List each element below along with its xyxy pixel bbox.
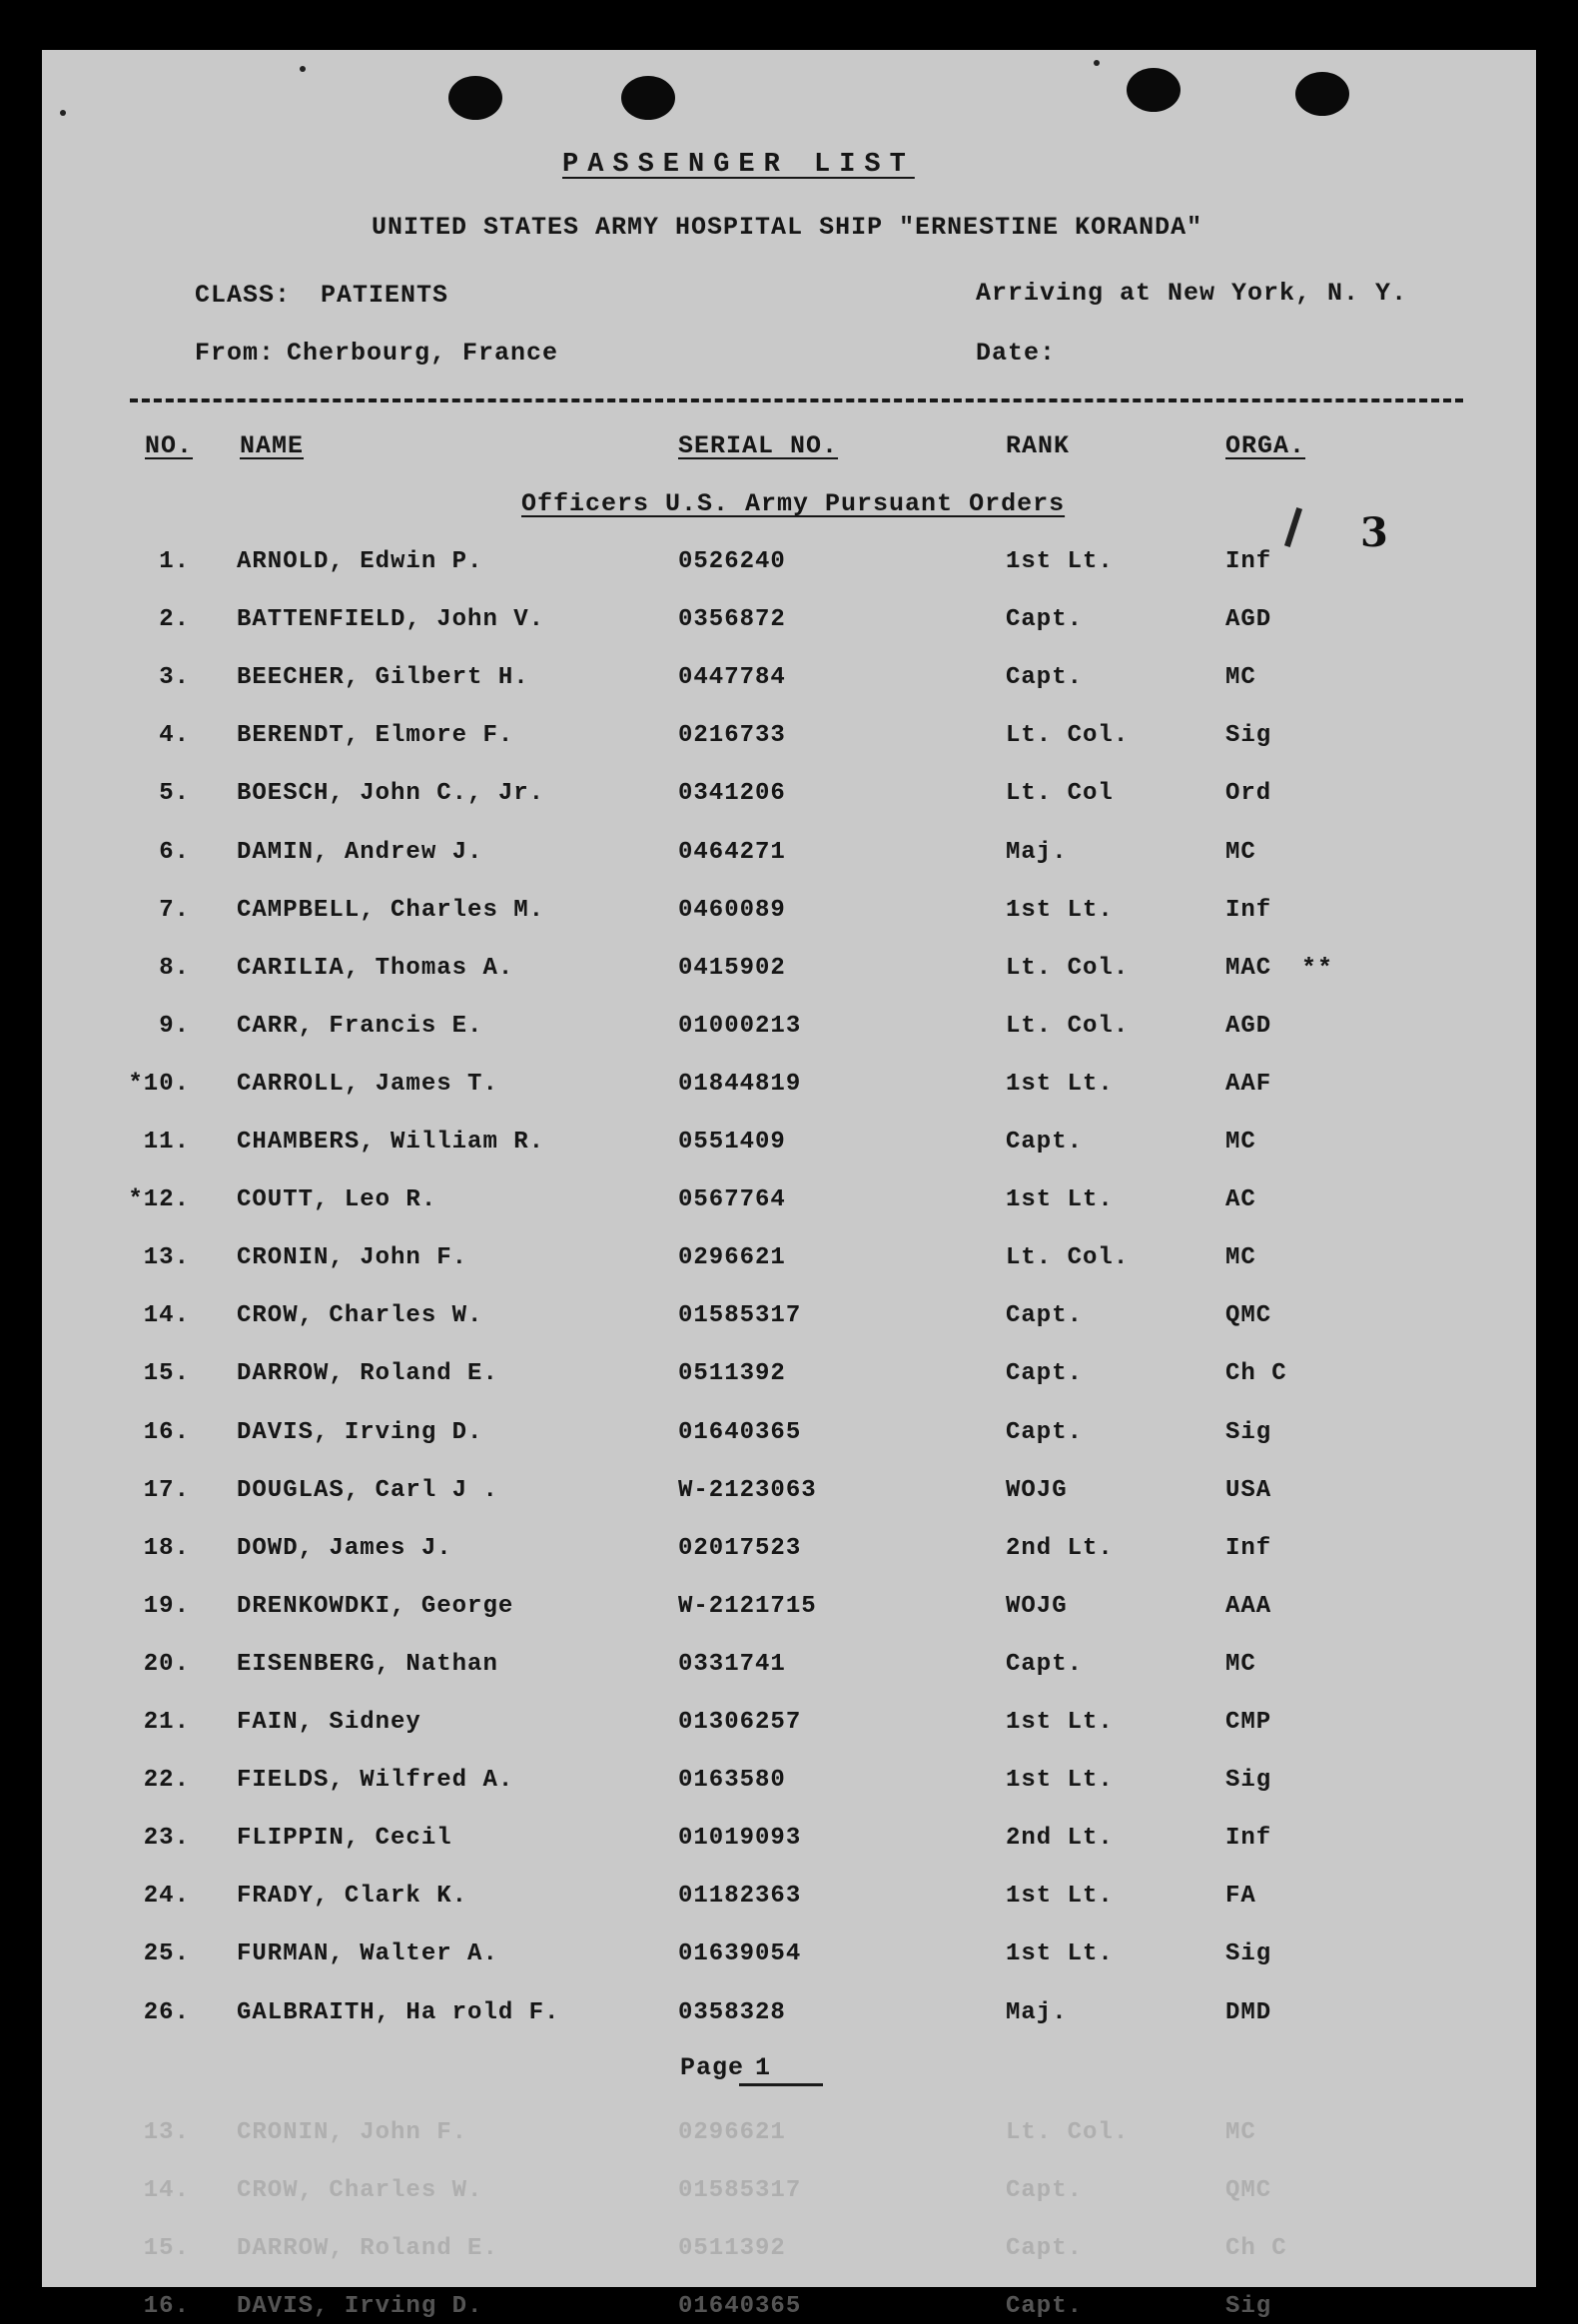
cell-name: FRADY, Clark K. <box>237 1883 468 1910</box>
cell-serial: 0526240 <box>678 548 786 575</box>
cell-serial: W-2121715 <box>678 1593 817 1620</box>
ghost-cell-name: CRONIN, John F. <box>237 2119 468 2146</box>
cell-org: MC <box>1225 664 1256 691</box>
cell-rank: Lt. Col. <box>1006 722 1130 749</box>
cell-org: CMP <box>1225 1709 1272 1736</box>
cell-name: FAIN, Sidney <box>237 1709 421 1736</box>
cell-name: COUTT, Leo R. <box>237 1186 437 1213</box>
cell-rank: WOJG <box>1006 1593 1068 1620</box>
cell-no: 14. <box>143 1302 190 1329</box>
class-value: PATIENTS <box>321 281 449 310</box>
cell-org: Sig <box>1225 722 1272 749</box>
cell-name: CARROLL, James T. <box>237 1071 498 1098</box>
column-header-org: ORGA. <box>1225 431 1306 460</box>
ghost-cell-org: Sig <box>1225 2293 1272 2320</box>
ghost-cell-no: 14. <box>143 2177 190 2204</box>
cell-no: 24. <box>143 1883 190 1910</box>
cell-serial: 0356872 <box>678 606 786 633</box>
cell-org: Inf <box>1225 1535 1272 1562</box>
ghost-cell-name: CROW, Charles W. <box>237 2177 483 2204</box>
from-label: From: <box>195 339 276 368</box>
cell-no: 1. <box>159 548 190 575</box>
document-title: PASSENGER LIST <box>562 150 915 180</box>
date-label: Date: <box>976 339 1057 368</box>
cell-org: MC <box>1225 1244 1256 1271</box>
ghost-cell-no: 15. <box>143 2235 190 2262</box>
cell-no: 21. <box>143 1709 190 1736</box>
cell-org: USA <box>1225 1477 1272 1504</box>
punch-hole <box>1127 68 1181 112</box>
cell-no: *10. <box>128 1071 190 1098</box>
cell-rank: 1st Lt. <box>1006 548 1114 575</box>
cell-name: DAMIN, Andrew J. <box>237 839 483 866</box>
cell-name: DARROW, Roland E. <box>237 1360 498 1387</box>
cell-org: Sig <box>1225 1767 1272 1794</box>
cell-serial: 02017523 <box>678 1535 802 1562</box>
cell-org: MC <box>1225 1129 1256 1156</box>
cell-serial: W-2123063 <box>678 1477 817 1504</box>
cell-serial: 01585317 <box>678 1302 802 1329</box>
cell-rank: 1st Lt. <box>1006 1883 1114 1910</box>
cell-name: CAMPBELL, Charles M. <box>237 897 545 924</box>
cell-serial: 0415902 <box>678 955 786 982</box>
cell-rank: Capt. <box>1006 1651 1084 1678</box>
cell-rank: Lt. Col. <box>1006 1244 1130 1271</box>
cell-no: 6. <box>159 839 190 866</box>
cell-rank: Capt. <box>1006 664 1084 691</box>
cell-serial: 01640365 <box>678 1419 802 1446</box>
ghost-cell-org: QMC <box>1225 2177 1272 2204</box>
cell-rank: 1st Lt. <box>1006 1709 1114 1736</box>
cell-org: AGD <box>1225 606 1272 633</box>
cell-no: *12. <box>128 1186 190 1213</box>
cell-serial: 01639054 <box>678 1940 802 1967</box>
cell-no: 20. <box>143 1651 190 1678</box>
cell-name: CARR, Francis E. <box>237 1013 483 1040</box>
cell-name: BATTENFIELD, John V. <box>237 606 545 633</box>
class-label: CLASS: <box>195 281 292 310</box>
cell-rank: Maj. <box>1006 839 1068 866</box>
cell-serial: 01844819 <box>678 1071 802 1098</box>
punch-hole <box>621 76 675 120</box>
ghost-cell-rank: Capt. <box>1006 2177 1084 2204</box>
cell-rank: Capt. <box>1006 1419 1084 1446</box>
cell-name: DAVIS, Irving D. <box>237 1419 483 1446</box>
cell-serial: 0216733 <box>678 722 786 749</box>
cell-name: GALBRAITH, Ha rold F. <box>237 1999 560 2026</box>
cell-serial: 01000213 <box>678 1013 802 1040</box>
ink-speck <box>1094 60 1100 66</box>
cell-org: MC <box>1225 1651 1256 1678</box>
cell-serial: 0331741 <box>678 1651 786 1678</box>
cell-no: 11. <box>143 1129 190 1156</box>
cell-rank: 2nd Lt. <box>1006 1535 1114 1562</box>
cell-serial: 01019093 <box>678 1825 802 1852</box>
cell-no: 2. <box>159 606 190 633</box>
cell-no: 9. <box>159 1013 190 1040</box>
cell-no: 5. <box>159 780 190 807</box>
cell-no: 19. <box>143 1593 190 1620</box>
cell-rank: Capt. <box>1006 606 1084 633</box>
cell-rank: 1st Lt. <box>1006 1767 1114 1794</box>
cell-name: BEECHER, Gilbert H. <box>237 664 529 691</box>
cell-serial: 01182363 <box>678 1883 802 1910</box>
cell-name: BOESCH, John C., Jr. <box>237 780 545 807</box>
page-label: Page <box>680 2053 745 2082</box>
cell-serial: 0460089 <box>678 897 786 924</box>
cell-name: DRENKOWDKI, George <box>237 1593 514 1620</box>
cell-serial: 0358328 <box>678 1999 786 2026</box>
cell-no: 3. <box>159 664 190 691</box>
cell-org: AGD <box>1225 1013 1272 1040</box>
column-header-no: NO. <box>145 431 194 460</box>
cell-serial: 0163580 <box>678 1767 786 1794</box>
cell-name: CRONIN, John F. <box>237 1244 468 1271</box>
cell-org: Sig <box>1225 1940 1272 1967</box>
cell-rank: 1st Lt. <box>1006 897 1114 924</box>
cell-name: ARNOLD, Edwin P. <box>237 548 483 575</box>
ghost-cell-no: 13. <box>143 2119 190 2146</box>
cell-org: AAF <box>1225 1071 1272 1098</box>
cell-org: Inf <box>1225 897 1272 924</box>
cell-rank: Lt. Col. <box>1006 1013 1130 1040</box>
ghost-cell-rank: Capt. <box>1006 2293 1084 2320</box>
cell-serial: 0447784 <box>678 664 786 691</box>
cell-org: MAC <box>1225 955 1272 982</box>
row-8-marker: ** <box>1301 954 1334 983</box>
page-underline <box>739 2083 823 2086</box>
cell-org: Sig <box>1225 1419 1272 1446</box>
cell-no: 17. <box>143 1477 190 1504</box>
cell-rank: 1st Lt. <box>1006 1186 1114 1213</box>
ghost-cell-name: DARROW, Roland E. <box>237 2235 498 2262</box>
cell-rank: WOJG <box>1006 1477 1068 1504</box>
ghost-cell-no: 16. <box>143 2293 190 2320</box>
column-header-name: NAME <box>240 431 305 460</box>
ship-name: UNITED STATES ARMY HOSPITAL SHIP "ERNESTINE KORANDA" <box>372 213 1203 242</box>
ghost-cell-rank: Capt. <box>1006 2235 1084 2262</box>
cell-org: AC <box>1225 1186 1256 1213</box>
column-header-rank: RANK <box>1006 431 1071 460</box>
cell-rank: Capt. <box>1006 1302 1084 1329</box>
ghost-cell-serial: 01640365 <box>678 2293 802 2320</box>
ghost-cell-rank: Lt. Col. <box>1006 2119 1130 2146</box>
cell-name: CARILIA, Thomas A. <box>237 955 514 982</box>
cell-org: AAA <box>1225 1593 1272 1620</box>
cell-no: 18. <box>143 1535 190 1562</box>
cell-serial: 0341206 <box>678 780 786 807</box>
cell-rank: Capt. <box>1006 1360 1084 1387</box>
cell-name: CHAMBERS, William R. <box>237 1129 545 1156</box>
cell-name: FURMAN, Walter A. <box>237 1940 498 1967</box>
arrival-destination: Arriving at New York, N. Y. <box>976 279 1408 308</box>
cell-no: 25. <box>143 1940 190 1967</box>
cell-org: Ord <box>1225 780 1272 807</box>
ink-speck <box>60 110 66 116</box>
cell-org: DMD <box>1225 1999 1272 2026</box>
ghost-cell-serial: 0511392 <box>678 2235 786 2262</box>
cell-rank: Lt. Col. <box>1006 955 1130 982</box>
cell-no: 23. <box>143 1825 190 1852</box>
cell-no: 16. <box>143 1419 190 1446</box>
cell-name: BERENDT, Elmore F. <box>237 722 514 749</box>
column-header-serial: SERIAL NO. <box>678 431 839 460</box>
cell-org: QMC <box>1225 1302 1272 1329</box>
section-heading: Officers U.S. Army Pursuant Orders <box>521 489 1066 518</box>
cell-org: Inf <box>1225 548 1272 575</box>
cell-no: 15. <box>143 1360 190 1387</box>
cell-no: 26. <box>143 1999 190 2026</box>
cell-serial: 0464271 <box>678 839 786 866</box>
cell-name: DOUGLAS, Carl J . <box>237 1477 498 1504</box>
cell-rank: Capt. <box>1006 1129 1084 1156</box>
cell-serial: 0296621 <box>678 1244 786 1271</box>
cell-name: CROW, Charles W. <box>237 1302 483 1329</box>
cell-org: FA <box>1225 1883 1256 1910</box>
cell-rank: 1st Lt. <box>1006 1071 1114 1098</box>
cell-no: 4. <box>159 722 190 749</box>
cell-no: 13. <box>143 1244 190 1271</box>
cell-org: Ch C <box>1225 1360 1287 1387</box>
cell-serial: 01306257 <box>678 1709 802 1736</box>
cell-no: 22. <box>143 1767 190 1794</box>
ghost-cell-serial: 01585317 <box>678 2177 802 2204</box>
ghost-cell-org: Ch C <box>1225 2235 1287 2262</box>
cell-rank: 1st Lt. <box>1006 1940 1114 1967</box>
cell-org: Inf <box>1225 1825 1272 1852</box>
ghost-cell-org: MC <box>1225 2119 1256 2146</box>
cell-name: DOWD, James J. <box>237 1535 452 1562</box>
page-number: 1 <box>755 2053 772 2082</box>
from-value: Cherbourg, France <box>287 339 559 368</box>
cell-serial: 0567764 <box>678 1186 786 1213</box>
header-divider <box>130 398 1463 402</box>
ink-speck <box>300 66 306 72</box>
cell-org: MC <box>1225 839 1256 866</box>
cell-name: FIELDS, Wilfred A. <box>237 1767 514 1794</box>
cell-rank: 2nd Lt. <box>1006 1825 1114 1852</box>
cell-name: FLIPPIN, Cecil <box>237 1825 452 1852</box>
cell-rank: Lt. Col <box>1006 780 1114 807</box>
punch-hole <box>448 76 502 120</box>
cell-name: EISENBERG, Nathan <box>237 1651 498 1678</box>
cell-no: 8. <box>159 955 190 982</box>
ghost-cell-name: DAVIS, Irving D. <box>237 2293 483 2320</box>
cell-serial: 0551409 <box>678 1129 786 1156</box>
cell-no: 7. <box>159 897 190 924</box>
cell-rank: Maj. <box>1006 1999 1068 2026</box>
handwritten-page-number: 3 <box>1360 509 1388 556</box>
cell-serial: 0511392 <box>678 1360 786 1387</box>
ghost-cell-serial: 0296621 <box>678 2119 786 2146</box>
punch-hole <box>1295 72 1349 116</box>
